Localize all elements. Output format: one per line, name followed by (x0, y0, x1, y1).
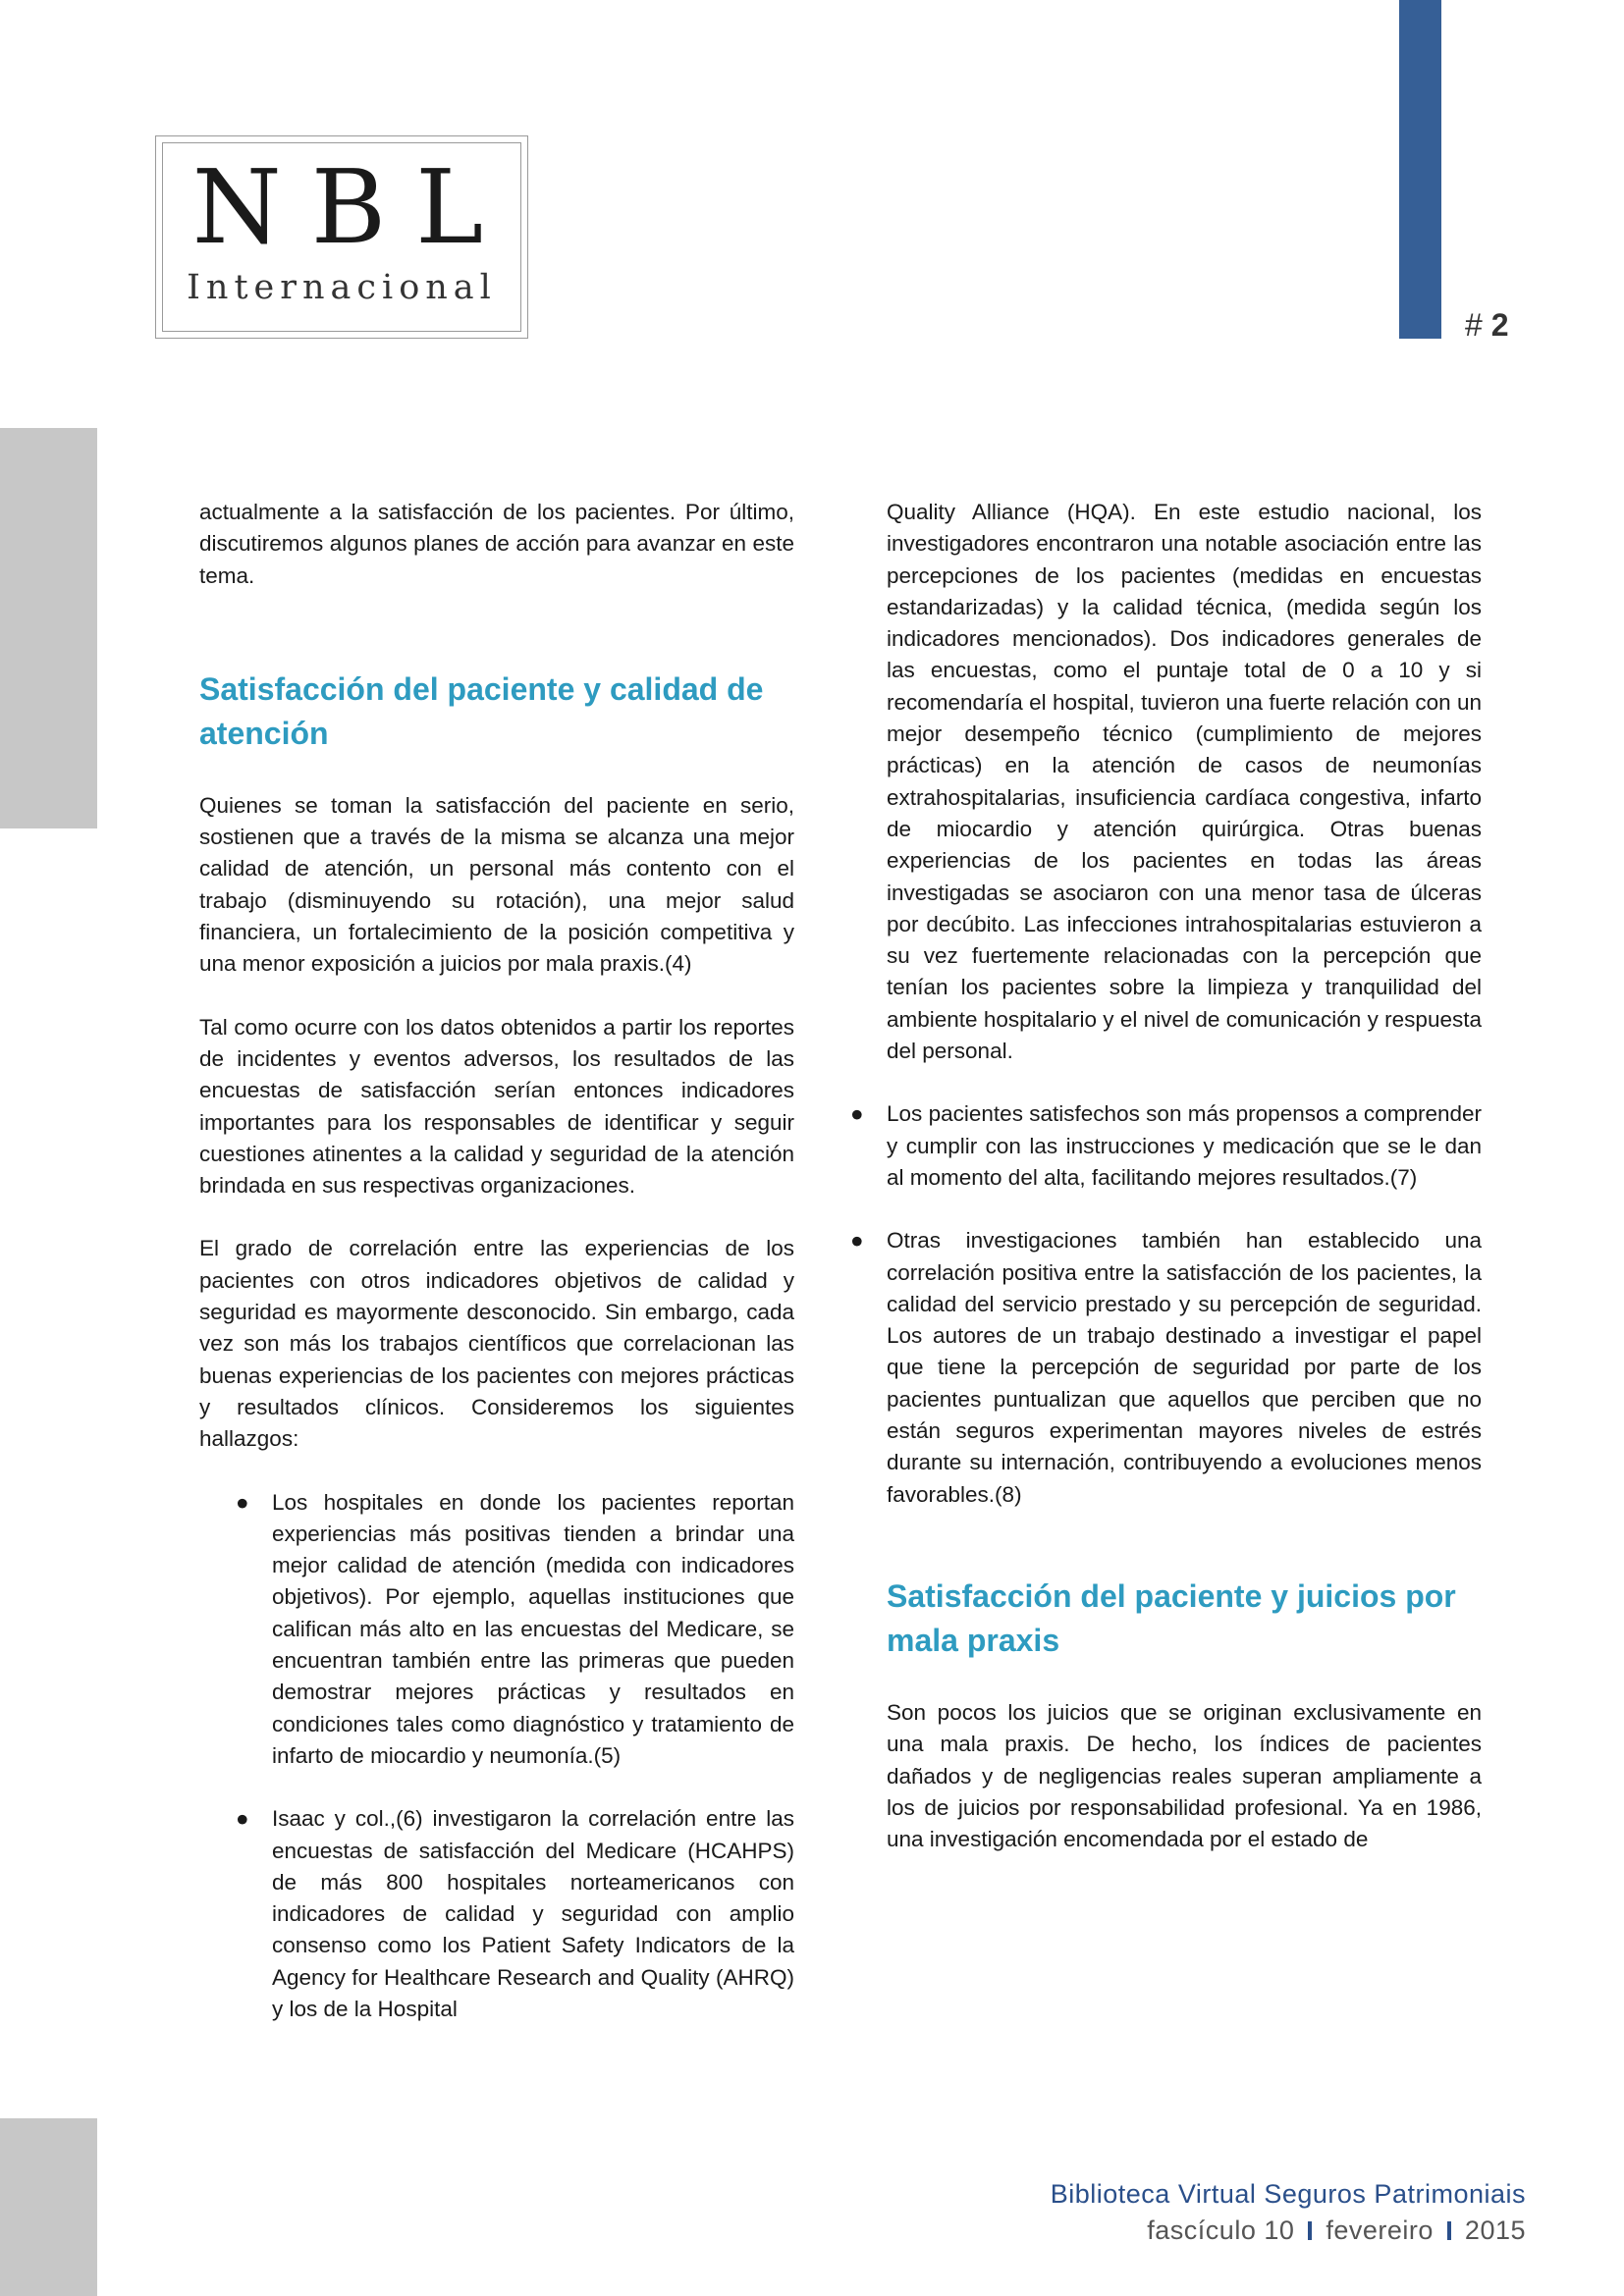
footer-year: 2015 (1464, 2216, 1526, 2245)
separator-icon (1447, 2221, 1451, 2240)
footer-issue-info (1017, 2216, 1526, 2246)
list-item-text: Quality Alliance (HQA). En este estudio nacional, los investigadores encontraron una notable asociación entre las percepciones de los pacientes (medidas en encuestas estandarizadas) y la calidad técnica, (medida según los indicadores mencionados). Dos indicadores generales de las encuestas, como el puntaje total de 0 a 10 y si recomendaría el hospital, tuvieron una fuerte relación con un mejor desempeño técnico (cumplimiento de mejores prácticas) en la atención de casos de neumonías extrahospitalarias, insuficiencia cardíaca congestiva, infarto de miocardio y atención quirúrgica. Otras buenas experiencias de los pacientes en todas las áreas investigadas se asociaron con una menor tasa de úlceras por decúbito. Las infecciones intrahospitalarias estuvieron a su vez fuertemente relacionadas con la percepción que tenían los pacientes sobre la limpieza y tranquilidad del ambiente hospitalario y el nivel de comunicación y respuesta del personal. (887, 500, 1482, 1064)
logo-main-text: NBL (191, 147, 514, 267)
paragraph: Tal como ocurre con los datos obtenidos a partir los reportes de incidentes y eventos adversos, los resultados de las encuestas de satisfacción serían entonces indicadores importantes para los responsables de identificar y seguir cuestiones atinentes a la calidad y seguridad de la atención brindada en sus respectivas organizaciones. (199, 1014, 794, 1199)
section-heading-malpractice: Satisfacción del paciente y juicios por mala praxis (887, 1577, 1456, 1658)
left-side-bar-bottom (0, 2118, 97, 2296)
list-item (814, 1225, 1482, 1511)
list-item-text: Otras investigaciones también han establecido una correlación positiva entre la satisfacción de los pacientes, la calidad del servicio prestado y su percepción de seguridad. Los autores de un trabajo destinado a investigar el papel que tiene la percepción de seguridad por parte de los pacientes puntualizan que aquellos que perciben que no están seguros experimentan mayores niveles de estrés durante su internación, contribuyendo a evoluciones menos favorables.(8) (887, 1228, 1482, 1507)
separator-icon (1308, 2221, 1312, 2240)
section-heading-quality: Satisfacción del paciente y calidad de atención (199, 670, 764, 751)
left-side-bar-top (0, 428, 97, 828)
bullet-icon: ● (850, 1101, 864, 1127)
list-item-continuation (814, 497, 1482, 1067)
paragraph: El grado de correlación entre las experiencias de los pacientes con otros indicadores objetivos de calidad y seguridad es mayormente desconocido. Sin embargo, cada vez son más los trabajos científicos que correlacionan las buenas experiencias de los pacientes con mejores prácticas y resultados clínicos. Consideremos los siguientes hallazgos: (199, 1236, 794, 1452)
list-item (814, 1098, 1482, 1194)
list-item (199, 1803, 794, 2025)
page-number (1465, 307, 1508, 344)
paragraph: Quienes se toman la satisfacción del paciente en serio, sostienen que a través de la misma se alcanza una mejor calidad de atención, un personal más contento con el trabajo (disminuyendo su rotación), una mejor salud financiera, un fortalecimiento de la posición competitiva y una menor exposición a juicios por mala praxis.(4) (199, 792, 794, 977)
bullet-icon: ● (850, 1228, 864, 1254)
list-item (199, 1487, 794, 1773)
intro-paragraph: actualmente a la satisfacción de los pacientes. Por último, discutiremos algunos planes de acción para avanzar en este tema. (199, 500, 794, 588)
logo-sub-text: Internacional (187, 268, 497, 307)
footer-month: fevereiro (1326, 2216, 1434, 2245)
bullet-icon: ● (236, 1806, 249, 1832)
bullet-icon: ● (236, 1489, 249, 1515)
right-column (850, 497, 1482, 1855)
list-item-text: Isaac y col.,(6) investigaron la correlación entre las encuestas de satisfacción del Medicare (HCAHPS) de más 800 hospitales norteamericanos con indicadores de calidad y seguridad con amplio consenso como los Patient Safety Indicators de la Agency for Healthcare Research and Quality (AHRQ) y los de la Hospital (272, 1806, 794, 2021)
paragraph: Son pocos los juicios que se originan exclusivamente en una mala praxis. De hecho, los índices de pacientes dañados y de negligencias reales superan ampliamente a los de juicios por responsabilidad profesional. Ya en 1986, una investigación encomendada por el estado de (887, 1699, 1482, 1852)
page-number-value: 2 (1490, 307, 1509, 343)
footer-title: Biblioteca Virtual Seguros Patrimoniais (1050, 2179, 1526, 2209)
left-column (199, 497, 794, 2025)
page-number-hash: # (1465, 307, 1483, 343)
list-item-text: Los pacientes satisfechos son más propensos a comprender y cumplir con las instrucciones y medicación que se le dan al momento del alta, facilitando mejores resultados.(7) (887, 1101, 1482, 1190)
list-item-text: Los hospitales en donde los pacientes reportan experiencias más positivas tienden a brindar una mejor calidad de atención (medida con indicadores objetivos). Por ejemplo, aquellas instituciones que califican más alto en las encuestas del Medicare, se encuentran también entre las primeras que pueden demostrar mejores prácticas y resultados en condiciones tales como diagnóstico y tratamiento de infarto de miocardio y neumonía.(5) (272, 1489, 794, 1768)
top-right-accent-bar (1399, 0, 1441, 339)
nbl-logo (155, 135, 528, 339)
footer-fasciculo: fascículo 10 (1147, 2216, 1295, 2245)
